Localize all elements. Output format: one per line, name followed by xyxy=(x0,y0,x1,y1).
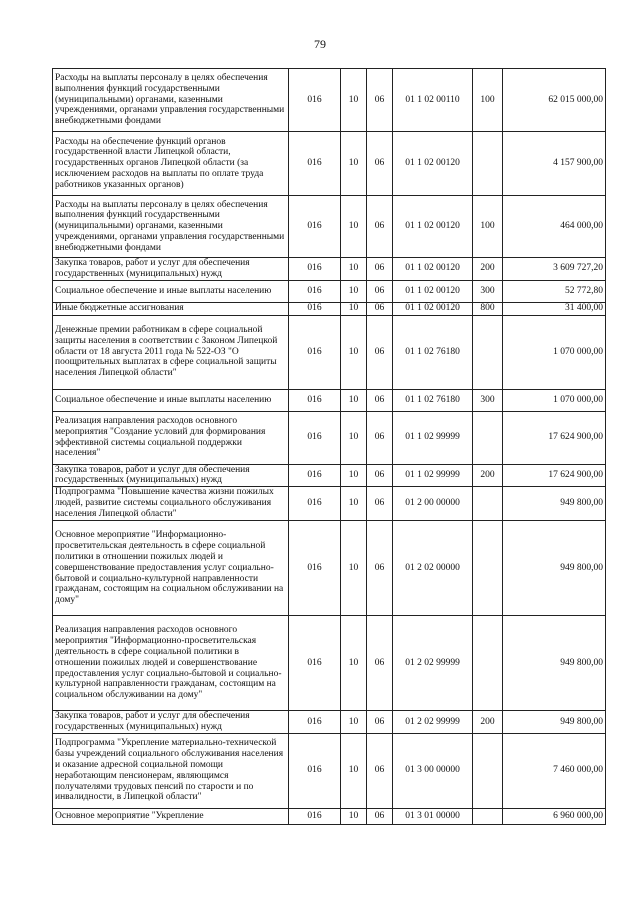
expense-type: 200 xyxy=(473,258,503,281)
row-name: Иные бюджетные ассигнования xyxy=(53,302,289,315)
expense-type xyxy=(473,315,503,389)
subsection-code: 06 xyxy=(367,258,393,281)
amount: 949 800,00 xyxy=(503,711,606,734)
amount: 31 400,00 xyxy=(503,302,606,315)
table-row xyxy=(53,196,606,258)
expense-type xyxy=(473,808,503,824)
expense-type xyxy=(473,411,503,464)
target-article: 01 1 02 00120 xyxy=(393,280,473,302)
table-row xyxy=(53,464,606,487)
section-code: 10 xyxy=(341,464,367,487)
section-code: 10 xyxy=(341,69,367,132)
row-name: Реализация направления расходов основного мероприятия "Создание условий для формирования эффективной системы социальной поддержки населения" xyxy=(53,411,289,464)
subsection-code: 06 xyxy=(367,521,393,616)
table-row xyxy=(53,711,606,734)
row-name: Основное мероприятие "Укрепление xyxy=(53,808,289,824)
table-row xyxy=(53,132,606,196)
row-name: Денежные премии работникам в сфере социальной защиты населения в соответствии с Законом Липецкой области от 18 августа 2011 года № 522-ОЗ "О поощрительных выплатах в сфере социальной защиты населения Липецкой области" xyxy=(53,315,289,389)
row-name: Социальное обеспечение и иные выплаты населению xyxy=(53,389,289,411)
table-row xyxy=(53,487,606,521)
amount: 6 960 000,00 xyxy=(503,808,606,824)
table-row xyxy=(53,302,606,315)
subsection-code: 06 xyxy=(367,733,393,808)
target-article: 01 1 02 00120 xyxy=(393,196,473,258)
amount: 62 015 000,00 xyxy=(503,69,606,132)
section-code: 10 xyxy=(341,808,367,824)
target-article: 01 1 02 00120 xyxy=(393,302,473,315)
ministry-code: 016 xyxy=(289,302,341,315)
table-row xyxy=(53,258,606,281)
section-code: 10 xyxy=(341,302,367,315)
expense-type: 100 xyxy=(473,69,503,132)
table-row xyxy=(53,411,606,464)
section-code: 10 xyxy=(341,389,367,411)
expense-type xyxy=(473,521,503,616)
target-article: 01 1 02 00120 xyxy=(393,258,473,281)
ministry-code: 016 xyxy=(289,389,341,411)
ministry-code: 016 xyxy=(289,616,341,711)
target-article: 01 1 02 99999 xyxy=(393,411,473,464)
target-article: 01 2 02 99999 xyxy=(393,616,473,711)
section-code: 10 xyxy=(341,411,367,464)
amount: 1 070 000,00 xyxy=(503,315,606,389)
table-row xyxy=(53,315,606,389)
ministry-code: 016 xyxy=(289,258,341,281)
amount: 52 772,80 xyxy=(503,280,606,302)
row-name: Социальное обеспечение и иные выплаты населению xyxy=(53,280,289,302)
target-article: 01 1 02 76180 xyxy=(393,315,473,389)
row-name: Реализация направления расходов основного мероприятия "Информационно-просветительская деятельность в сфере социальной политики в отношении пожилых людей и совершенствование предоставления услуг социально-бытовой и социально-культурной направленности гражданам, состоящим на социальном обслуживании на дому" xyxy=(53,616,289,711)
row-name: Закупка товаров, работ и услуг для обеспечения государственных (муниципальных) нужд xyxy=(53,258,289,281)
subsection-code: 06 xyxy=(367,315,393,389)
subsection-code: 06 xyxy=(367,196,393,258)
target-article: 01 3 01 00000 xyxy=(393,808,473,824)
amount: 949 800,00 xyxy=(503,616,606,711)
ministry-code: 016 xyxy=(289,808,341,824)
table-row xyxy=(53,521,606,616)
section-code: 10 xyxy=(341,280,367,302)
target-article: 01 1 02 76180 xyxy=(393,389,473,411)
target-article: 01 1 02 00120 xyxy=(393,132,473,196)
ministry-code: 016 xyxy=(289,196,341,258)
table-row xyxy=(53,616,606,711)
ministry-code: 016 xyxy=(289,464,341,487)
table-row xyxy=(53,69,606,132)
amount: 17 624 900,00 xyxy=(503,411,606,464)
subsection-code: 06 xyxy=(367,389,393,411)
section-code: 10 xyxy=(341,521,367,616)
amount: 949 800,00 xyxy=(503,521,606,616)
row-name: Основное мероприятие "Информационно-просветительская деятельность в сфере социальной политики в отношении пожилых людей и совершенствование предоставления услуг социально-бытовой и социально-культурной направленности гражданам, состоящим на социальном обслуживании на дому" xyxy=(53,521,289,616)
table-row xyxy=(53,389,606,411)
expense-type: 200 xyxy=(473,464,503,487)
amount: 4 157 900,00 xyxy=(503,132,606,196)
section-code: 10 xyxy=(341,616,367,711)
row-name: Расходы на выплаты персоналу в целях обеспечения выполнения функций государственными (муниципальными) органами, казенными учреждениями, органами управления государственными внебюджетными фондами xyxy=(53,69,289,132)
expense-type xyxy=(473,733,503,808)
page-number: 79 xyxy=(314,37,326,51)
ministry-code: 016 xyxy=(289,132,341,196)
expense-type: 300 xyxy=(473,280,503,302)
amount: 1 070 000,00 xyxy=(503,389,606,411)
ministry-code: 016 xyxy=(289,69,341,132)
row-name: Расходы на выплаты персоналу в целях обеспечения выполнения функций государственными (муниципальными) органами, казенными учреждениями, органами управления государственными внебюджетными фондами xyxy=(53,196,289,258)
ministry-code: 016 xyxy=(289,733,341,808)
subsection-code: 06 xyxy=(367,616,393,711)
expense-type: 200 xyxy=(473,711,503,734)
section-code: 10 xyxy=(341,315,367,389)
amount: 3 609 727,20 xyxy=(503,258,606,281)
table-row xyxy=(53,808,606,824)
row-name: Расходы на обеспечение функций органов государственной власти Липецкой области, государственных органов Липецкой области (за исключением расходов на выплаты по оплате труда работников указанных органов) xyxy=(53,132,289,196)
row-name: Закупка товаров, работ и услуг для обеспечения государственных (муниципальных) нужд xyxy=(53,464,289,487)
budget-table-body xyxy=(53,69,606,825)
subsection-code: 06 xyxy=(367,411,393,464)
ministry-code: 016 xyxy=(289,280,341,302)
ministry-code: 016 xyxy=(289,521,341,616)
subsection-code: 06 xyxy=(367,280,393,302)
ministry-code: 016 xyxy=(289,487,341,521)
subsection-code: 06 xyxy=(367,69,393,132)
subsection-code: 06 xyxy=(367,487,393,521)
expense-type: 300 xyxy=(473,389,503,411)
expense-type: 100 xyxy=(473,196,503,258)
budget-table xyxy=(52,68,606,825)
subsection-code: 06 xyxy=(367,132,393,196)
target-article: 01 2 02 99999 xyxy=(393,711,473,734)
subsection-code: 06 xyxy=(367,711,393,734)
target-article: 01 1 02 00110 xyxy=(393,69,473,132)
target-article: 01 2 00 00000 xyxy=(393,487,473,521)
subsection-code: 06 xyxy=(367,464,393,487)
row-name: Подпрограмма "Повышение качества жизни пожилых людей, развитие системы социального обслуживания населения Липецкой области" xyxy=(53,487,289,521)
amount: 7 460 000,00 xyxy=(503,733,606,808)
expense-type xyxy=(473,487,503,521)
expense-type xyxy=(473,616,503,711)
expense-type xyxy=(473,132,503,196)
row-name: Закупка товаров, работ и услуг для обеспечения государственных (муниципальных) нужд xyxy=(53,711,289,734)
ministry-code: 016 xyxy=(289,411,341,464)
section-code: 10 xyxy=(341,487,367,521)
section-code: 10 xyxy=(341,733,367,808)
target-article: 01 2 02 00000 xyxy=(393,521,473,616)
table-row xyxy=(53,280,606,302)
subsection-code: 06 xyxy=(367,302,393,315)
amount: 17 624 900,00 xyxy=(503,464,606,487)
expense-type: 800 xyxy=(473,302,503,315)
ministry-code: 016 xyxy=(289,315,341,389)
amount: 949 800,00 xyxy=(503,487,606,521)
section-code: 10 xyxy=(341,258,367,281)
section-code: 10 xyxy=(341,132,367,196)
table-row xyxy=(53,733,606,808)
section-code: 10 xyxy=(341,196,367,258)
ministry-code: 016 xyxy=(289,711,341,734)
amount: 464 000,00 xyxy=(503,196,606,258)
row-name: Подпрограмма "Укрепление материально-технической базы учреждений социального обслуживания населения и оказание адресной социальной помощи неработающим пенсионерам, являющимся получателями трудовых пенсий по старости и по инвалидности, в Липецкой области" xyxy=(53,733,289,808)
subsection-code: 06 xyxy=(367,808,393,824)
section-code: 10 xyxy=(341,711,367,734)
target-article: 01 3 00 00000 xyxy=(393,733,473,808)
target-article: 01 1 02 99999 xyxy=(393,464,473,487)
